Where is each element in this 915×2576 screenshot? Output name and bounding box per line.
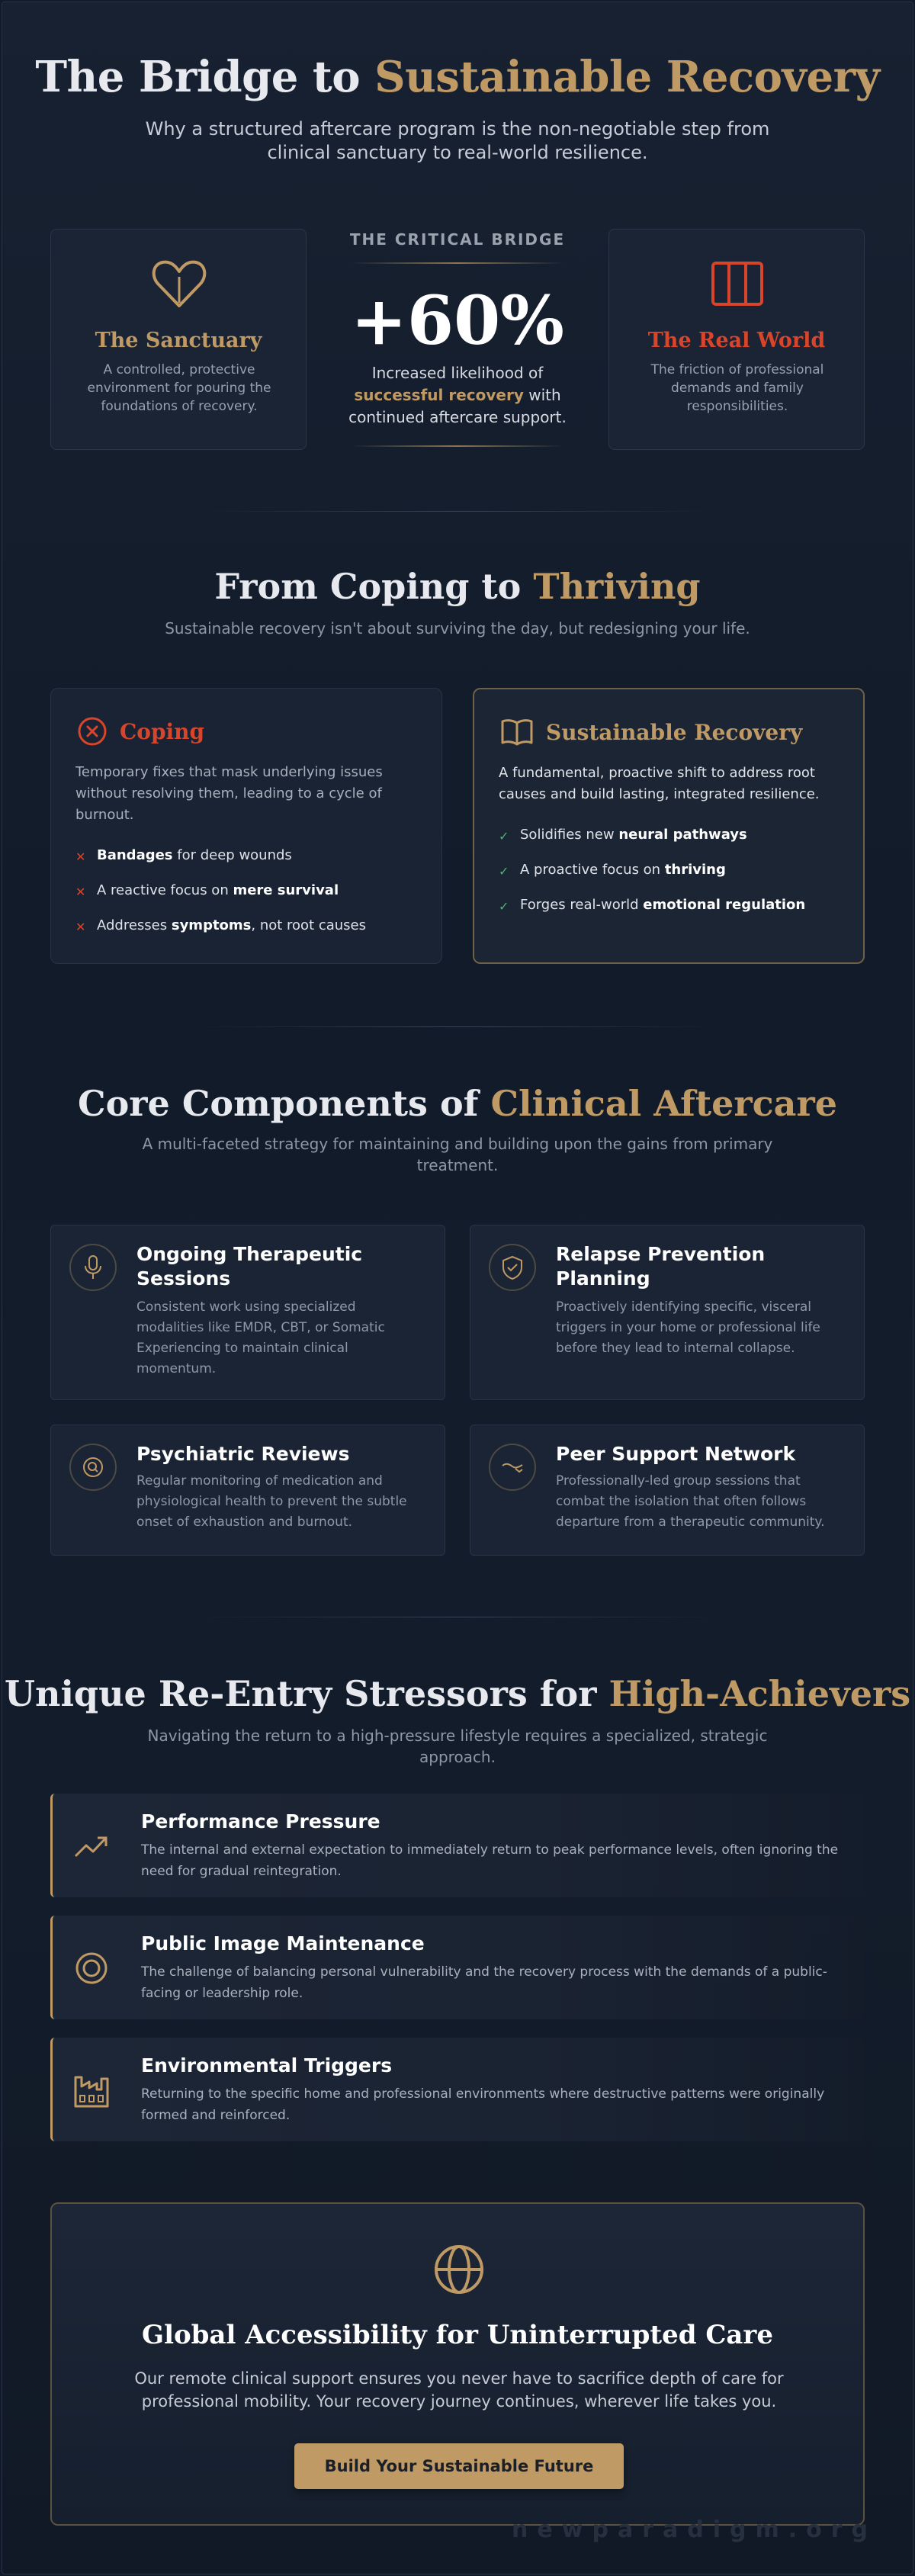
trending-up-icon	[72, 1827, 111, 1865]
cta-title: Global Accessibility for Uninterrupted Care	[142, 2320, 773, 2350]
search-icon	[69, 1444, 117, 1491]
component-card-psychiatric	[50, 1425, 445, 1556]
columns-icon	[609, 257, 864, 310]
bridge-divider-top	[351, 262, 564, 264]
component-description: Consistent work using specialized modalities like EMDR, CBT, or Somatic Experiencing to maintain clinical momentum.	[136, 1299, 385, 1376]
microphone-icon	[69, 1244, 117, 1291]
coping-section-subtitle: Sustainable recovery isn't about surviving the day, but redesigning your life.	[165, 619, 750, 638]
component-title: Ongoing Therapeutic Sessions	[136, 1243, 363, 1290]
sustainable-card	[473, 688, 865, 964]
page-subtitle: Why a structured aftercare program is the non-negotiable step from clinical sanctuary to real-world resilience.	[145, 118, 770, 163]
stressors-section-subtitle: Navigating the return to a high-pressure lifestyle requires a specialized, strategic approach.	[147, 1726, 768, 1766]
watermark: newparadigm.org	[512, 2517, 877, 2543]
cta-panel	[50, 2202, 865, 2526]
coping-description: Temporary fixes that mask underlying issues without resolving them, leading to a cycle of burnout.	[75, 764, 383, 823]
components-section-title: Core Components of Clinical Aftercare	[78, 1083, 837, 1124]
list-item: ✓ A proactive focus on thriving	[499, 860, 842, 895]
sustainable-title: Sustainable Recovery	[546, 719, 803, 745]
coping-header	[77, 716, 204, 747]
stressor-title: Performance Pressure	[141, 1810, 380, 1832]
check-icon: ✓	[499, 829, 509, 843]
globe-icon	[432, 2242, 486, 2297]
component-description: Regular monitoring of medication and physiological health to prevent the subtle onset of exhaustion and burnout.	[136, 1473, 407, 1530]
stressor-title: Environmental Triggers	[141, 2054, 393, 2077]
stressor-card-public-image	[50, 1916, 863, 2019]
book-icon	[500, 717, 534, 747]
sanctuary-title: The Sanctuary	[95, 329, 262, 352]
component-title: Peer Support Network	[556, 1443, 796, 1465]
x-icon: ✕	[75, 885, 86, 899]
sustainable-list	[499, 825, 842, 930]
component-title: Relapse Prevention Planning	[556, 1243, 766, 1290]
factory-icon	[72, 2071, 111, 2109]
stressor-title: Public Image Maintenance	[141, 1932, 425, 1954]
stressor-description: The internal and external expectation to immediately return to peak performance levels, often ignoring the need for gradual reintegration.	[141, 1842, 839, 1879]
list-item: ✕ A reactive focus on mere survival	[75, 881, 419, 916]
section-divider	[198, 511, 717, 512]
cta-description: Our remote clinical support ensures you never have to sacrifice depth of care for professional mobility. Your recovery journey continues, wherever life takes you.	[134, 2369, 784, 2411]
coping-list	[75, 846, 419, 951]
component-card-peer-support	[470, 1425, 865, 1556]
stressor-description: Returning to the specific home and professional environments where destructive patterns were originally formed and reinforced.	[141, 2086, 825, 2123]
bridge-label: THE CRITICAL BRIDGE	[349, 230, 566, 249]
component-description: Professionally-led group sessions that combat the isolation that often follows departure from a therapeutic community.	[556, 1473, 825, 1530]
coping-title: Coping	[120, 718, 205, 744]
shield-check-icon	[489, 1244, 536, 1291]
build-future-button[interactable]: Build Your Sustainable Future	[294, 2443, 624, 2489]
real-world-card	[608, 229, 865, 450]
check-icon: ✓	[499, 864, 509, 878]
sustainable-description: A fundamental, proactive shift to address root causes and build lasting, integrated resilience.	[499, 765, 820, 802]
coping-card	[50, 688, 442, 964]
title-plain: The Bridge to	[35, 52, 375, 102]
component-card-therapeutic	[50, 1225, 445, 1400]
x-icon: ✕	[75, 850, 86, 864]
check-icon: ✓	[499, 899, 509, 914]
real-world-description: The friction of professional demands and family responsibilities.	[650, 362, 824, 414]
component-description: Proactively identifying specific, visceral triggers in your home or professional life before they lead to internal collapse.	[556, 1299, 820, 1356]
handshake-icon	[489, 1444, 536, 1491]
stressor-card-environmental	[50, 2038, 863, 2141]
bridge-description: Increased likelihood of successful recovery with continued aftercare support.	[348, 364, 567, 426]
section-divider	[198, 1026, 717, 1027]
coping-section-title: From Coping to Thriving	[214, 566, 701, 607]
target-icon	[72, 1949, 111, 1987]
page-title	[0, 52, 915, 102]
list-item: ✕ Addresses symptoms, not root causes	[75, 916, 419, 951]
component-card-relapse	[470, 1225, 865, 1400]
stressors-section-title: Unique Re-Entry Stressors for High-Achievers	[4, 1673, 911, 1714]
sanctuary-description: A controlled, protective environment for pouring the foundations of recovery.	[87, 362, 271, 414]
x-icon: ✕	[75, 920, 86, 934]
components-section-subtitle: A multi-faceted strategy for maintaining and building upon the gains from primary treatment.	[142, 1135, 773, 1174]
stressor-description: The challenge of balancing personal vulnerability and the recovery process with the demands of a public-facing or leadership role.	[141, 1964, 827, 2001]
bridge-divider-bottom	[351, 445, 564, 447]
title-accent: Sustainable Recovery	[374, 52, 880, 102]
component-title: Psychiatric Reviews	[136, 1443, 350, 1465]
x-circle-icon	[77, 716, 108, 747]
heart-icon	[51, 257, 306, 310]
list-item: ✓ Forges real-world emotional regulation	[499, 895, 842, 930]
sustainable-header	[500, 717, 802, 747]
list-item: ✕ Bandages for deep wounds	[75, 846, 419, 881]
real-world-title: The Real World	[647, 329, 826, 352]
sanctuary-card	[50, 229, 307, 450]
stressor-card-performance	[50, 1794, 863, 1897]
bridge-stat: +60%	[351, 281, 564, 360]
list-item: ✓ Solidifies new neural pathways	[499, 825, 842, 860]
